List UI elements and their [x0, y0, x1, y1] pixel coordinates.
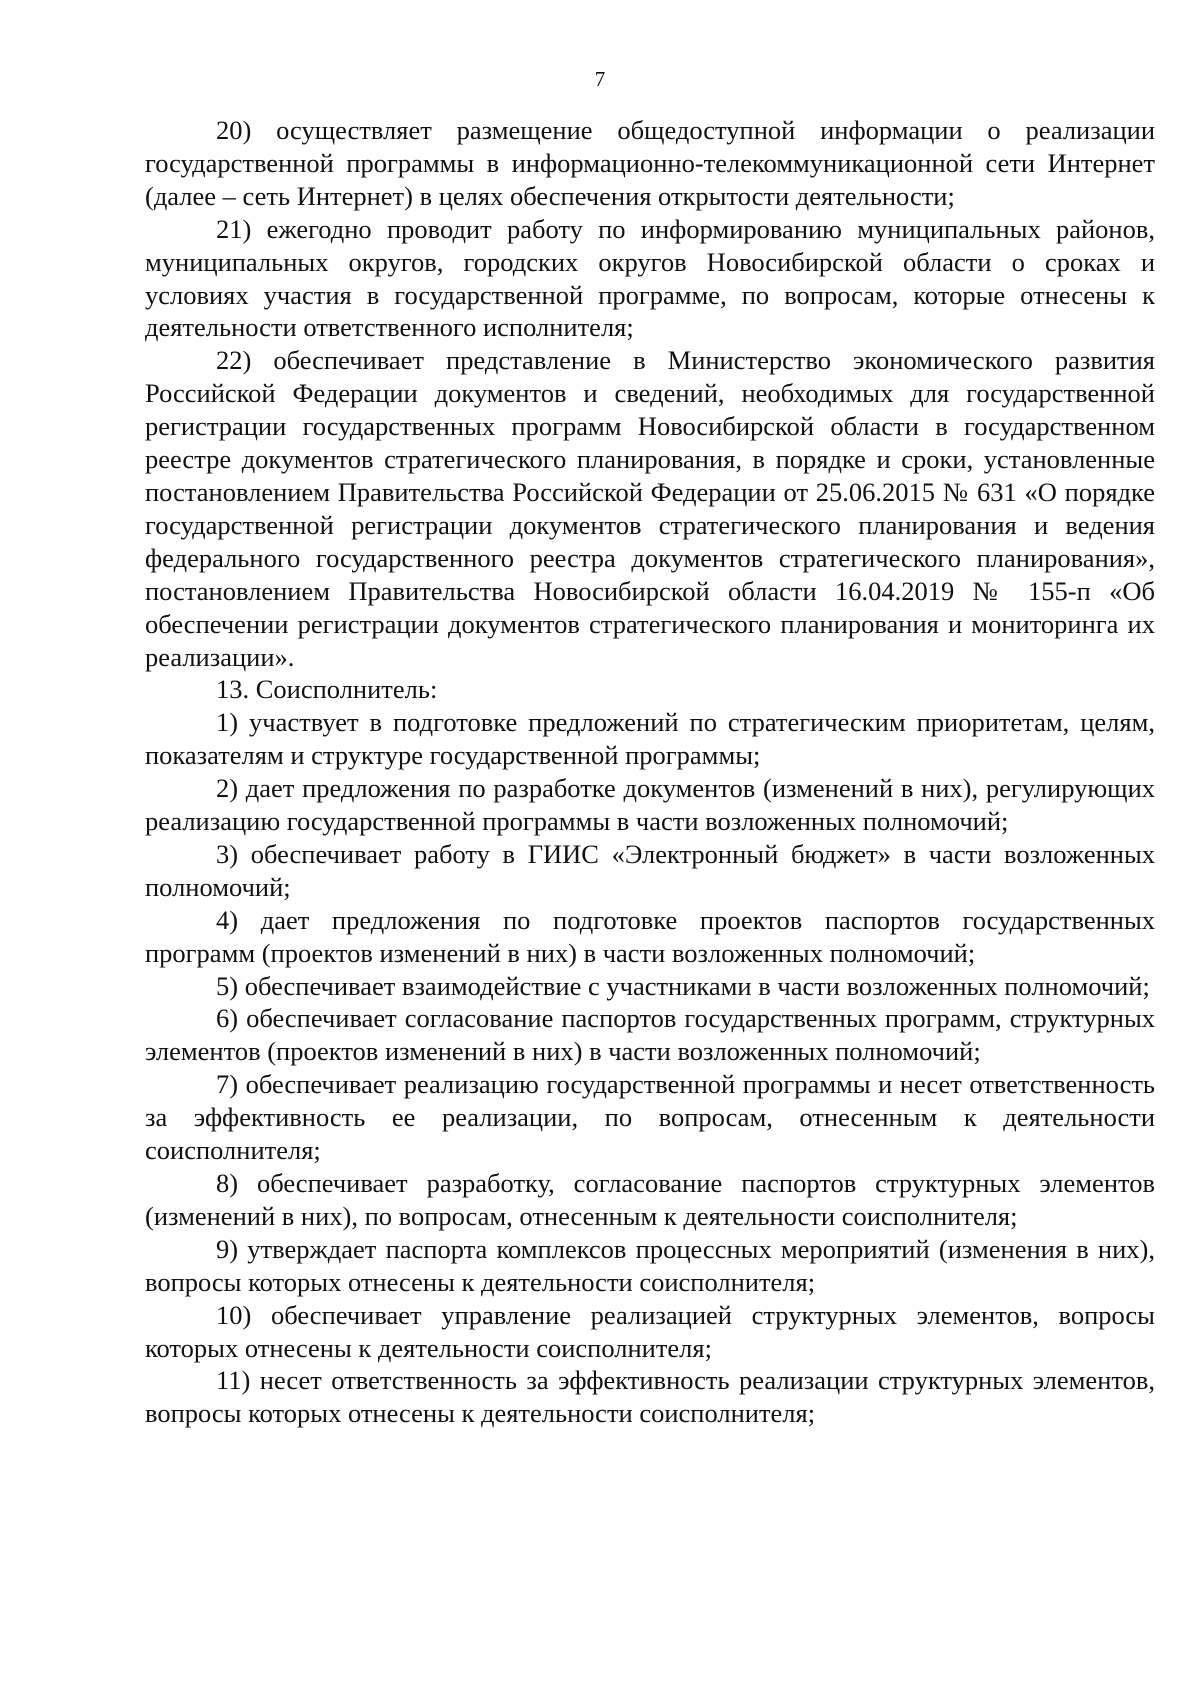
paragraph-item-6: 6) обеспечивает согласование паспортов государственных программ, структурных элементов (проектов изменений в них) в части возложенных полномочий; [145, 1003, 1155, 1067]
paragraph-item-22: 22) обеспечивает представление в Министерство экономического развития Российской Федерации документов и сведений, необходимых для государственной регистрации государственных программ Новосибирской области в государственном реестре документов стратегического планирования, в порядке и сроки, установленные постановлением Правительства Российской Федерации от 25.06.2015 № 631 «О порядке государственной регистрации документов стратегического планирования и ведения федерального государственного реестра документов стратегического планирования», постановлением Правительства Новосибирской области 16.04.2019 № 155-п «Об обеспечении регистрации документов стратегического планирования и мониторинга их реализации». [145, 345, 1155, 672]
paragraph-item-1: 1) участвует в подготовке предложений по стратегическим приоритетам, целям, показателям и структуре государственной программы; [145, 707, 1155, 771]
paragraph-item-4: 4) дает предложения по подготовке проектов паспортов государственных программ (проектов изменений в них) в части возложенных полномочий; [145, 904, 1155, 968]
paragraph-item-21: 21) ежегодно проводит работу по информированию муниципальных районов, муниципальных округов, городских округов Новосибирской области о сроках и условиях участия в государственной программе, по вопросам, которые отнесены к деятельности ответственного исполнителя; [145, 213, 1155, 343]
paragraph-item-9: 9) утверждает паспорта комплексов процессных мероприятий (изменения в них), вопросы которых отнесены к деятельности соисполнителя; [145, 1233, 1155, 1297]
page-number: 7 [594, 67, 606, 91]
paragraph-item-2: 2) дает предложения по разработке документов (изменений в них), регулирующих реализацию государственной программы в части возложенных полномочий; [145, 773, 1155, 837]
paragraph-item-5: 5) обеспечивает взаимодействие с участниками в части возложенных полномочий; [216, 970, 1150, 1001]
paragraph-item-11: 11) несет ответственность за эффективность реализации структурных элементов, вопросы которых отнесены к деятельности соисполнителя; [145, 1365, 1155, 1429]
paragraph-item-10: 10) обеспечивает управление реализацией структурных элементов, вопросы которых отнесены к деятельности соисполнителя; [145, 1299, 1155, 1363]
paragraph-item-20: 20) осуществляет размещение общедоступной информации о реализации государственной программы в информационно-телекоммуникационной сети Интернет (далее – сеть Интернет) в целях обеспечения открытости деятельности; [145, 115, 1155, 211]
paragraph-item-8: 8) обеспечивает разработку, согласование паспортов структурных элементов (изменений в них), по вопросам, отнесенным к деятельности соисполнителя; [145, 1168, 1155, 1231]
section-heading-co-executor: 13. Соисполнитель: [216, 674, 438, 705]
document-body [145, 114, 1155, 1430]
paragraph-item-3: 3) обеспечивает работу в ГИИС «Электронный бюджет» в части возложенных полномочий; [145, 838, 1155, 902]
paragraph-item-7: 7) обеспечивает реализацию государственной программы и несет ответственность за эффективность ее реализации, по вопросам, отнесенным к деятельности соисполнителя; [145, 1069, 1155, 1166]
